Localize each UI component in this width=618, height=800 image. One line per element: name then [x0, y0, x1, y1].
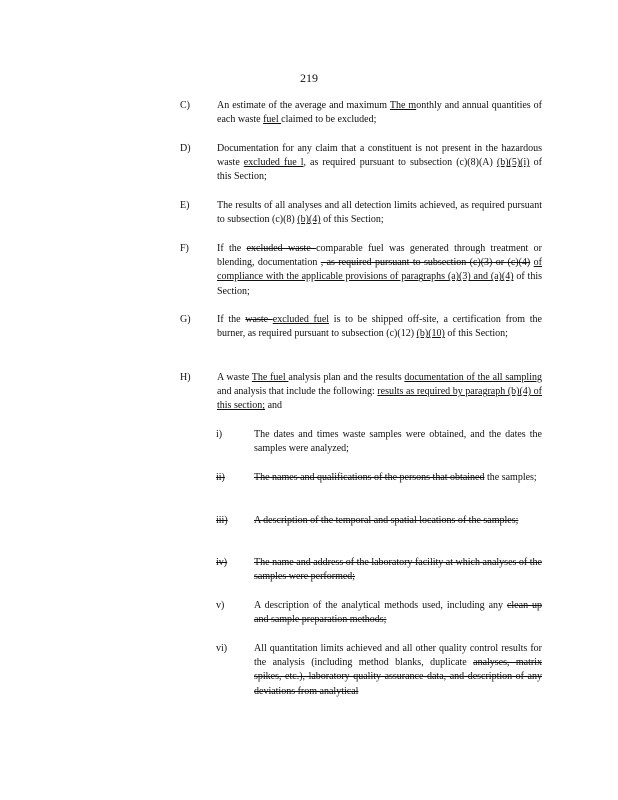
item-label: D) — [180, 143, 191, 154]
struck-text: waste — [245, 314, 273, 325]
struck-text: A description of the temporal and spatial locations of the samples; — [254, 515, 519, 526]
underlined-text: excluded fue l — [243, 157, 304, 169]
item-label: C) — [180, 100, 190, 111]
struck-text: analyses, matrix spikes, etc.), laboratory quality assurance data, and description of any deviations from analytical — [254, 657, 542, 697]
subitem-label: v) — [216, 600, 225, 611]
underlined-text: documentation of the all sampling — [404, 372, 542, 383]
underlined-text: (b)(4) — [297, 214, 321, 226]
item-label: F) — [180, 243, 189, 254]
underlined-text: results as required by paragraph (b)(4) of this section; — [217, 386, 542, 412]
subitem-label: vi) — [216, 643, 228, 654]
subitem-body: A description of the analytical methods used, including any clean up and sample preparation methods; — [254, 600, 543, 626]
item-body: Documentation for any claim that a constituent is not present in the hazardous waste excluded fue l, as required pursuant to subsection (c)(8)(A) (b)(5)(i) of this Section; — [217, 143, 542, 183]
underlined-text: (b)(10) — [416, 328, 445, 340]
item-body: If the waste excluded fuel is to be shipped off-site, a certification from the burner, as required pursuant to subsection (c)(12) (b)(10) of this Section; — [217, 314, 542, 340]
struck-text: , as required pursuant to subsection (c)(3) or (c)(4) — [320, 257, 531, 269]
underlined-text: excluded fuel — [272, 314, 330, 325]
subitem-label: iii) — [216, 515, 228, 526]
item-label: G) — [180, 314, 191, 325]
page-number: 219 — [300, 71, 318, 85]
subitem-body: The names and qualifications of the persons that obtained the samples; — [254, 472, 537, 483]
item-body: The results of all analyses and all detection limits achieved, as required pursuant to subsection (c)(8) (b)(4) of this Section; — [217, 200, 542, 226]
subitem-label: ii) — [216, 472, 225, 483]
underlined-text: The fuel — [251, 372, 289, 383]
struck-text: The name and address of the laboratory facility at which analyses of the samples were performed; — [254, 557, 542, 583]
subitem-body — [254, 556, 542, 584]
subitem-body: All quantitation limits achieved and all other quality control results for the analysis (including method blanks, duplicate analyses, matrix spikes, etc.), laboratory quality assurance data, and description of any deviations from analytical — [254, 643, 542, 697]
struck-text: The names and qualifications of the persons that obtained — [254, 472, 485, 483]
subitem-label: i) — [216, 429, 223, 440]
subitem-body — [254, 514, 542, 528]
item-label: H) — [180, 372, 191, 383]
item-body: A waste The fuel analysis plan and the results documentation of the all sampling and analysis that include the following: results as required by paragraph (b)(4) of this section; and — [217, 372, 542, 412]
item-body: If the excluded waste comparable fuel was generated through treatment or blending, documentation , as required pursuant to subsection (c)(3) or (c)(4) of compliance with the applicable provisions of paragraphs (a)(3) and (a)(4) of this Section; — [217, 243, 543, 297]
item-body: An estimate of the average and maximum The monthly and annual quantities of each waste fuel claimed to be excluded; — [217, 100, 542, 126]
underlined-text: (b)(5)(i) — [496, 157, 530, 169]
underlined-text: The m — [389, 100, 417, 111]
item-label: E) — [180, 200, 190, 211]
struck-text: clean up and sample preparation methods; — [254, 600, 543, 626]
struck-text: excluded waste — [246, 243, 317, 254]
underlined-text: of compliance with the applicable provisions of paragraphs (a)(3) and (a)(4) — [217, 257, 542, 283]
subitem-body: The dates and times waste samples were obtained, and the dates the samples were analyzed; — [254, 429, 542, 455]
subitem-label: iv) — [216, 557, 228, 568]
underlined-text: fuel — [263, 114, 282, 126]
